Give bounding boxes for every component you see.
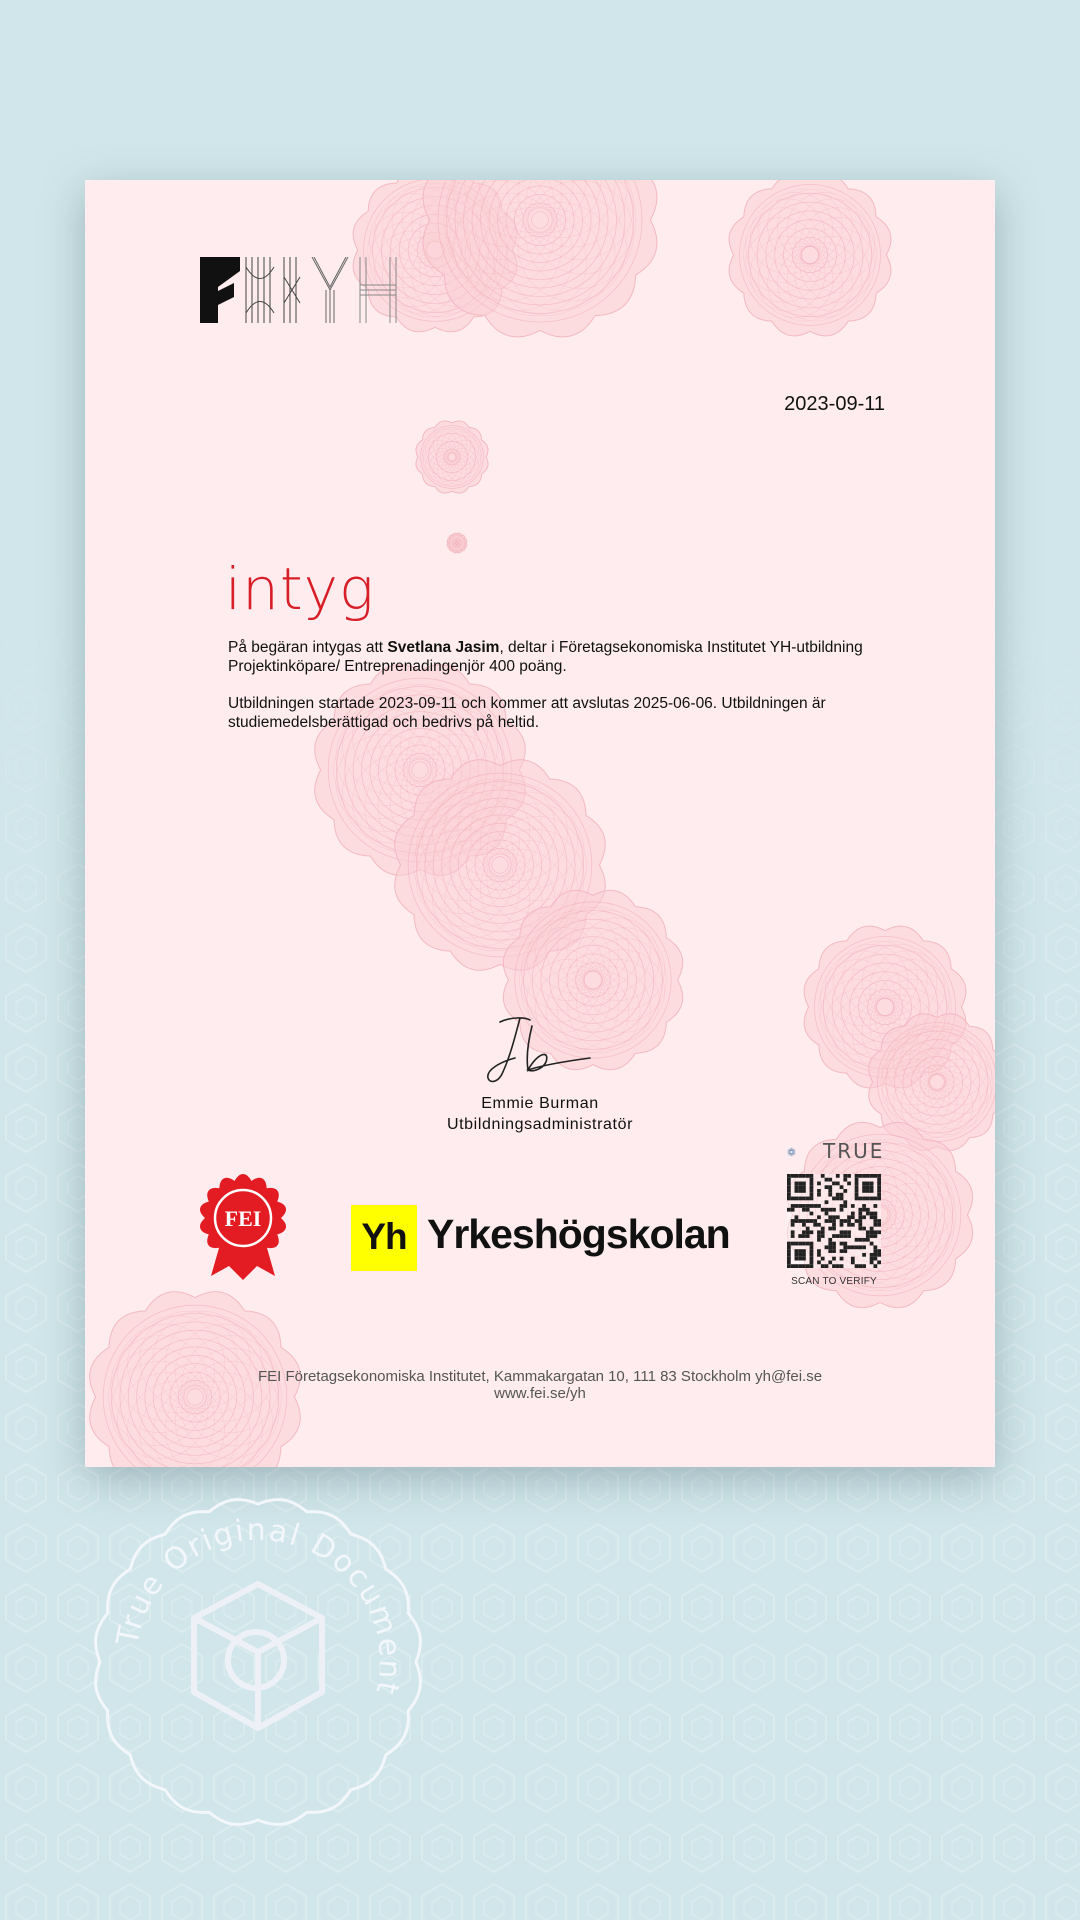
true-brand: TRUE (823, 1139, 885, 1163)
fei-yh-logo (200, 257, 410, 323)
verification-qr-code[interactable] (787, 1174, 881, 1268)
true-original-document-stamp (88, 1492, 428, 1832)
seal-label: FEI (224, 1206, 262, 1231)
yh-logo-text: Yh (361, 1216, 407, 1257)
certificate-title: intyg (225, 555, 375, 623)
fei-seal-logo (197, 1172, 289, 1280)
handwritten-signature (480, 1012, 600, 1092)
footer-address: FEI Företagsekonomiska Institutet, Kammakargatan 10, 111 83 Stockholm yh@fei.se (257, 1368, 823, 1385)
para1-prefix: På begäran intygas att (228, 639, 388, 656)
yrkeshogskolan-logo-text: Yrkeshögskolan (427, 1211, 730, 1257)
certificate-paragraph-1 (228, 638, 888, 676)
para1-suffix: , deltar i Företagsekonomiska Institutet YH-utbildning Projektinköpare/ Entreprenadingenjör 400 poäng. (228, 639, 863, 675)
true-logo-icon (787, 1136, 819, 1168)
signer-title: Utbildningsadministratör (446, 1116, 634, 1133)
signer-name: Emmie Burman (481, 1095, 599, 1112)
stamp-text: True Original Document (110, 1512, 408, 1699)
certificate-paragraph-2: Utbildningen startade 2023-09-11 och kommer att avslutas 2025-06-06. Utbildningen är studiemedelsberättigad och bedrivs på heltid. (228, 695, 826, 731)
certificate-page (85, 180, 995, 1467)
certificate-date: 2023-09-11 (784, 393, 885, 415)
footer-website[interactable]: www.fei.se/yh (494, 1385, 586, 1402)
scan-to-verify-label: SCAN TO VERIFY (791, 1276, 877, 1287)
yh-logo-box (351, 1205, 417, 1271)
student-name: Svetlana Jasim (387, 639, 500, 656)
